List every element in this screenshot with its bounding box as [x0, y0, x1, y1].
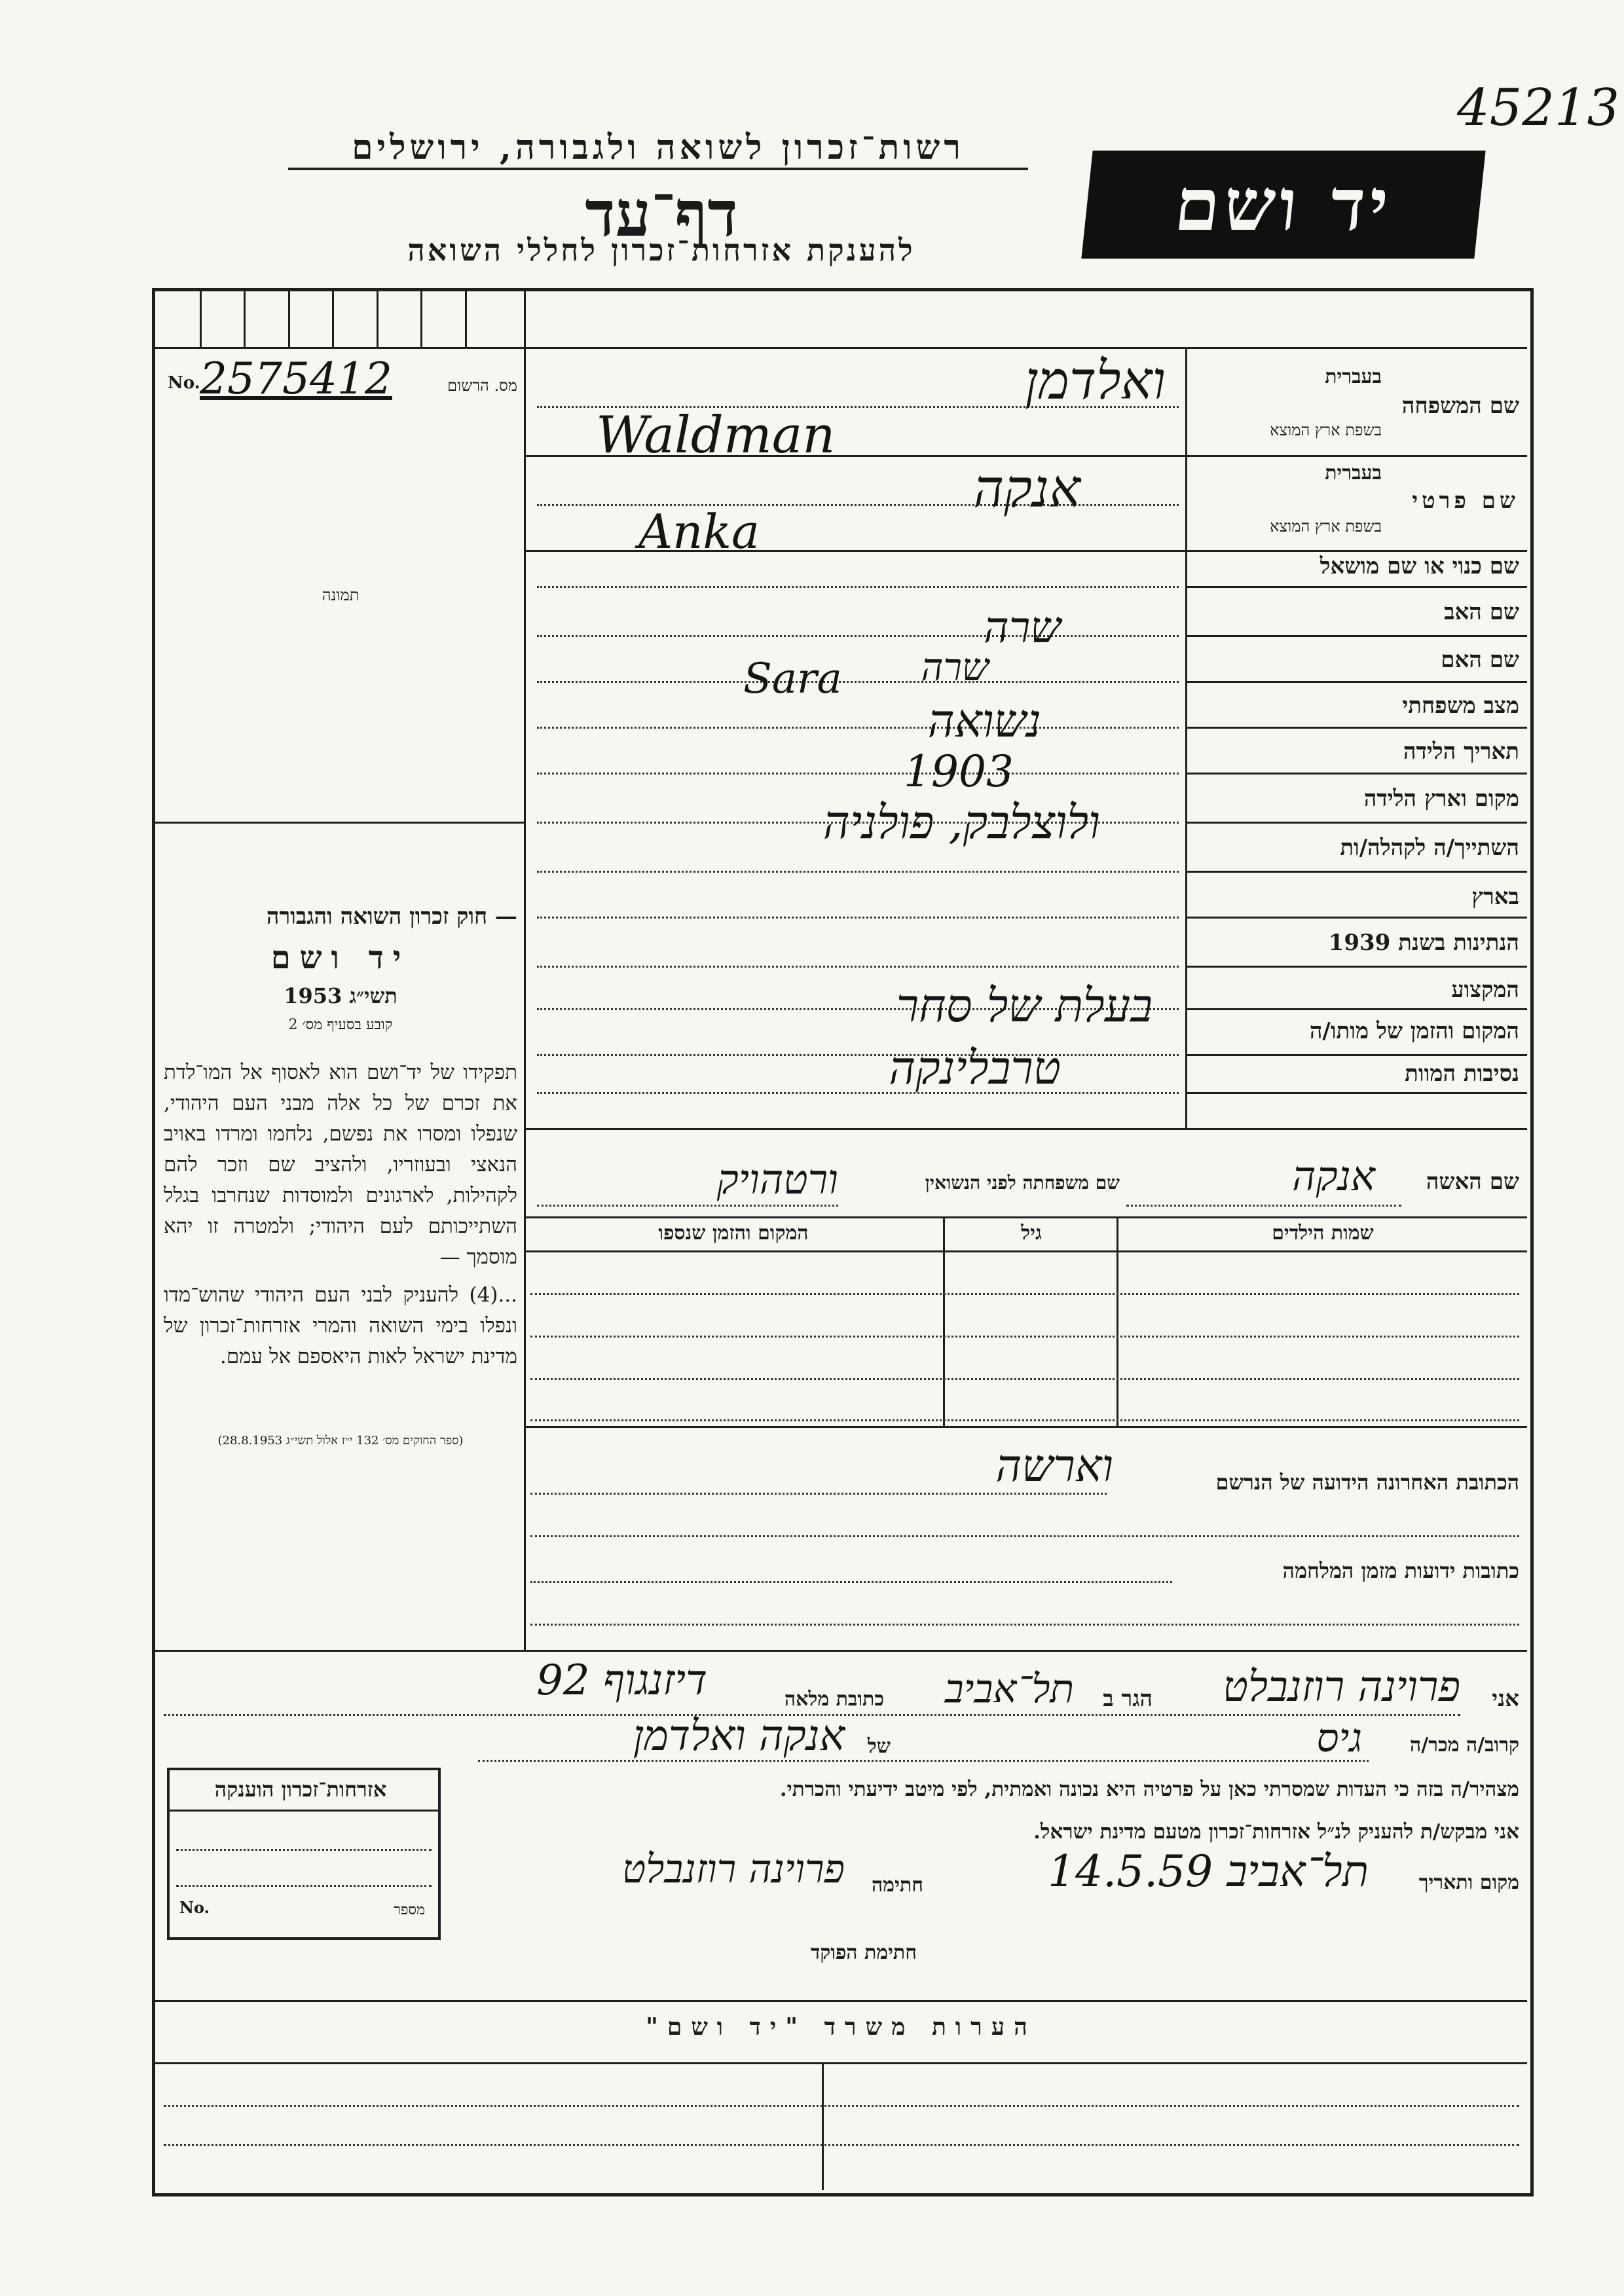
mother-hebrew-value-1: שרה: [984, 602, 1061, 653]
law-citation: (ספר החוקים מס׳ 132 י״ז אלול תשי״ג 28.8.1953): [217, 1434, 464, 1448]
nickname-label: שם כנוי או שם מושאל: [1320, 553, 1519, 579]
firstname-label: שם פרטי: [1412, 488, 1519, 514]
page-subtitle: להענקת אזרחות־זכרון לחללי השואה: [407, 232, 915, 268]
law-name: יד ושם: [270, 939, 411, 976]
surname-hebrew-value: ואלדמן: [1025, 350, 1166, 411]
law-paragraph-2: ...(4) להעניק לבני העם היהודי שהוש־מדו ונפלו בימי השואה והמרי אזרחות־זכרון של מדינת ישראל לאות היאספם אל עמם.: [164, 1283, 517, 1368]
marital-value: נשואה: [927, 694, 1041, 748]
registration-number: 2575412: [200, 354, 392, 404]
birthdate-value: 1903: [904, 746, 1014, 797]
mother-label: שם האם: [1441, 647, 1519, 673]
law-title: — חוק זכרון השואה והגבורה: [266, 903, 517, 930]
signature-label: חתימה: [872, 1874, 923, 1897]
registration-no-prefix: No.: [168, 373, 200, 393]
declarant-name: פרוינה רוזנבלט: [1223, 1663, 1460, 1711]
wife-value: אנקה: [1292, 1152, 1375, 1200]
registration-label: מס. הרשום: [447, 376, 517, 395]
law-year: תשי״ג 1953: [284, 983, 397, 1008]
page-title: דף־עד: [585, 177, 738, 251]
maiden-name-label: שם משפחתה לפני הנשואין: [925, 1172, 1120, 1194]
wife-label: שם האשה: [1426, 1169, 1519, 1195]
death-circumstances-label: נסיבות המוות: [1405, 1061, 1519, 1087]
death-place-value: טרבלינקה: [889, 1041, 1061, 1095]
citizenship-box-number-label: מספר: [394, 1902, 425, 1918]
citizenship-box-title: אזרחות־זכרון הוענקה: [214, 1777, 387, 1802]
last-address-value: וארשה: [995, 1440, 1113, 1492]
birthplace-label: מקום וארץ הלידה: [1363, 786, 1519, 812]
country-label: בארץ: [1471, 884, 1519, 910]
declaration-statement-1: מצהיר/ה בזה כי העדות שמסרתי כאן על פרטיה היא נכונה ואמתית, לפי מיטב ידיעתי והכרתי.: [779, 1777, 1519, 1801]
relation-of-value: אנקה ואלדמן: [633, 1712, 845, 1760]
full-address-label: כתובת מלאה: [784, 1688, 884, 1711]
marital-label: מצב משפחתי: [1402, 693, 1519, 719]
declarant-signature: פרוינה רוזנבלט: [621, 1846, 845, 1892]
last-address-label: הכתובת האחרונה הידועה של הנרשם: [1215, 1470, 1519, 1495]
relation-label: קרוב/ה מכר/ה: [1410, 1734, 1519, 1757]
profession-label: המקצוע: [1451, 977, 1519, 1003]
citizenship-1939-label: הנתינות בשנת 1939: [1328, 930, 1519, 956]
surname-hebrew-label: בעברית: [1325, 365, 1382, 388]
community-label: השתייך/ה לקהלה/ות: [1340, 835, 1519, 861]
relation-of-label: של: [867, 1735, 891, 1758]
war-addresses-label: כתובות ידועות מזמן המלחמה: [1282, 1558, 1519, 1583]
firstname-latin-value: Anka: [638, 504, 760, 559]
surname-origin-label: בשפת ארץ המוצא: [1270, 421, 1382, 439]
relation-value: גיס: [1316, 1715, 1362, 1761]
stamp-number: 45213: [1457, 79, 1620, 137]
declarant-city: תל־אביב: [944, 1666, 1074, 1712]
declarant-ani: אני: [1492, 1686, 1519, 1712]
citizenship-box-no: No.: [179, 1898, 210, 1917]
maiden-name-value: ורטהויק: [716, 1156, 838, 1203]
place-date-value: תל־אביב 14.5.59: [1048, 1846, 1369, 1897]
logo-text: יד ושם: [1170, 162, 1397, 247]
birthdate-label: תאריך הלידה: [1403, 738, 1519, 765]
authority-heading: רשות־זכרון לשואה ולגבורה, ירושלים: [288, 128, 1028, 170]
citizenship-granted-box: [167, 1768, 441, 1940]
profession-value: בעלת של סחר: [896, 979, 1153, 1032]
firstname-origin-label: בשפת ארץ המוצא: [1270, 517, 1382, 536]
photo-label: תמונה: [322, 586, 360, 604]
law-section: קובע בסעיף מס׳ 2: [288, 1017, 393, 1033]
firstname-hebrew-label: בעברית: [1325, 462, 1382, 484]
father-label: שם האב: [1444, 599, 1519, 625]
firstname-hebrew-value: אנקה: [973, 458, 1080, 519]
children-age-header: גיל: [1021, 1222, 1042, 1245]
mother-hebrew-value-2: שרה: [921, 645, 989, 689]
children-names-header: שמות הילדים: [1272, 1222, 1374, 1245]
death-place-label: המקום והזמן של מותו/ה: [1309, 1018, 1519, 1044]
surname-latin-value: Waldman: [596, 406, 836, 465]
children-place-header: המקום והזמן שנספו: [658, 1222, 809, 1245]
birthplace-value: ולוצלבק, פולניה: [822, 795, 1100, 849]
mother-latin-value: Sara: [743, 655, 842, 703]
notes-title: הערות משרד "יד ושם": [646, 2013, 1037, 2041]
resides-label: הגר ב: [1103, 1686, 1153, 1712]
declaration-statement-2: אני מבקש/ת להעניק לנ״ל אזרחות־זכרון מטעם מדינת ישראל.: [1033, 1820, 1519, 1844]
yad-vashem-logo: [1081, 151, 1485, 259]
surname-label: שם המשפחה: [1401, 393, 1519, 419]
place-date-label: מקום ותאריך: [1418, 1871, 1519, 1894]
officer-signature-label: חתימת הפוקד: [810, 1941, 917, 1964]
full-address-value: דיזנגוף 92: [536, 1656, 707, 1705]
law-paragraph-1: תפקידו של יד־ושם הוא לאסוף אל המו־לדת את זכרם של כל אלה מבני העם היהודי, שנפלו ומסרו את נפשם, נלחמו ומרדו באויב הנאצי ובעוזריו, ולהציב שם וזכר להם לקהילות, לארגונים ולמוסדות שנחרבו בגלל השתייכותם לעם היהודי; ולמטרה זו יהא מוסמך —: [164, 1061, 517, 1269]
